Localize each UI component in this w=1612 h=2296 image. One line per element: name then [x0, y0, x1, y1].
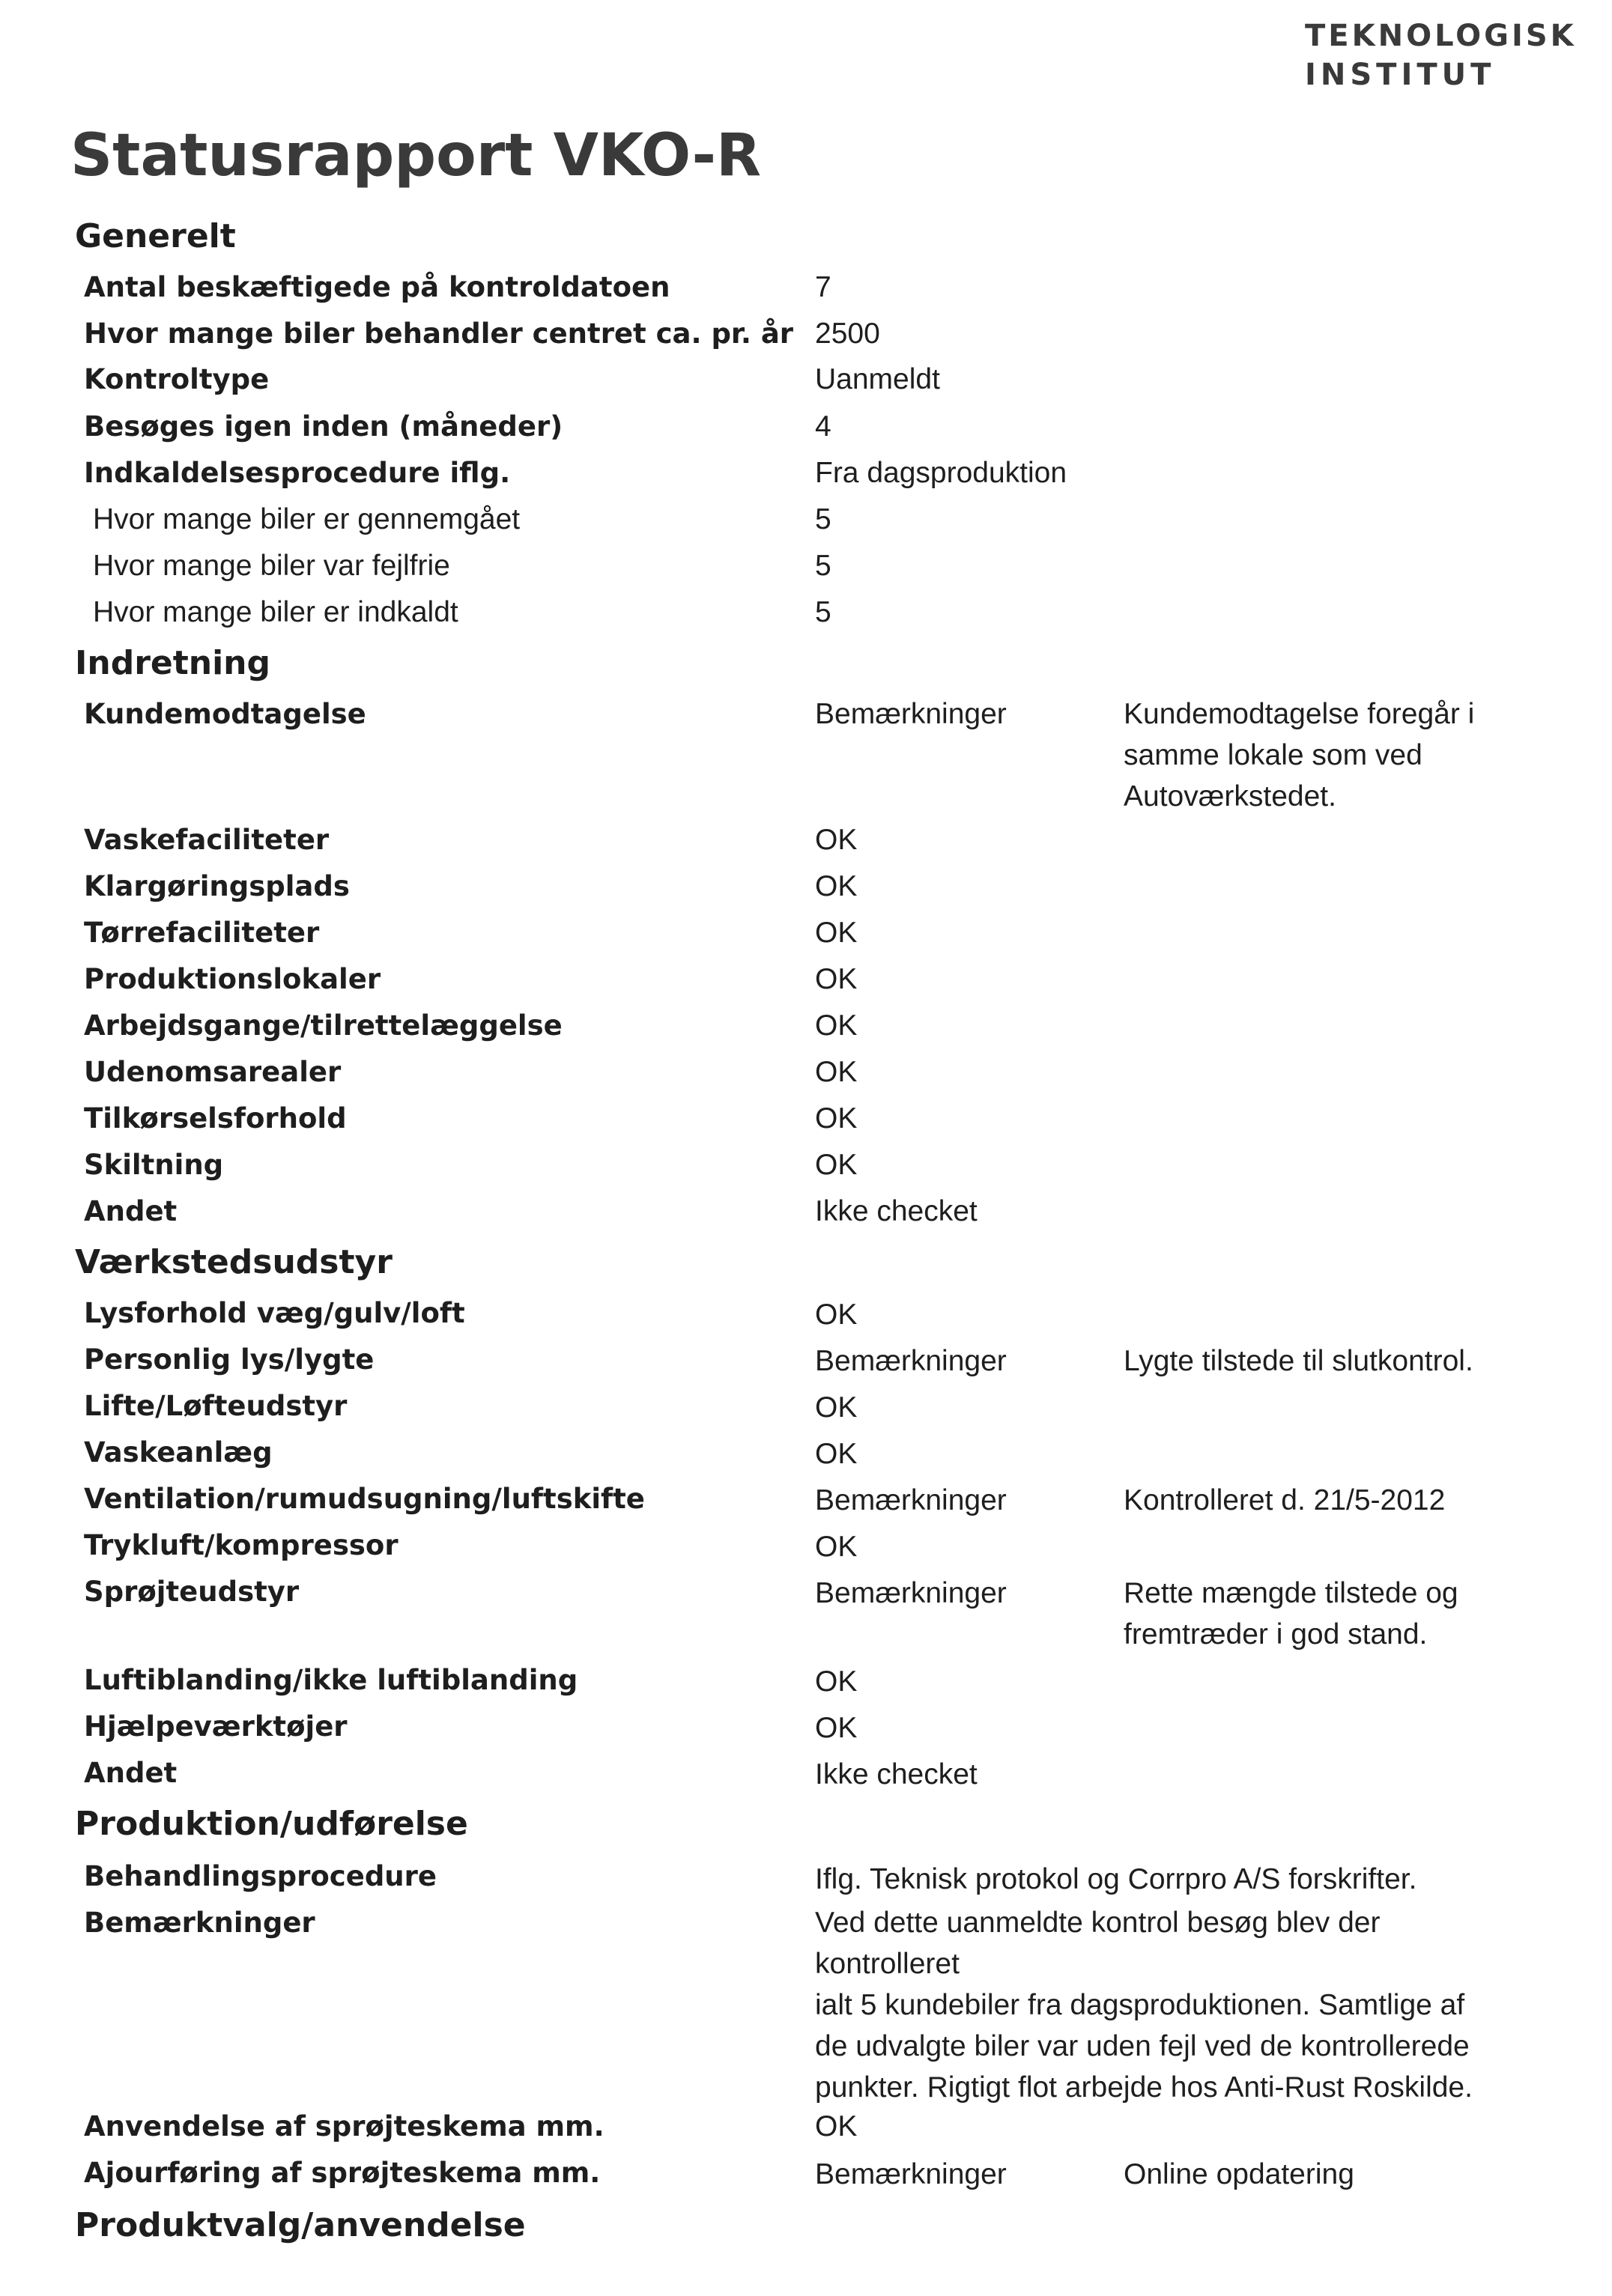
- row-label: Tilkørselsforhold: [84, 1102, 347, 1135]
- row-label: Sprøjteudstyr: [84, 1576, 300, 1608]
- row-label: Vaskefaciliteter: [84, 824, 330, 856]
- row-value: Ikke checket: [815, 1758, 978, 1791]
- section-heading-generelt: Generelt: [75, 217, 236, 255]
- row-label: Hvor mange biler er indkaldt: [93, 596, 458, 628]
- paragraph-line: ialt 5 kundebiler fra dagsproduktionen. Samtlige af: [815, 1989, 1465, 2021]
- row-label: Udenomsarealer: [84, 1056, 342, 1088]
- note-line: samme lokale som ved: [1124, 739, 1422, 771]
- row-note: Online opdatering: [1124, 2158, 1354, 2190]
- row-value: OK: [815, 1299, 858, 1331]
- row-value: OK: [815, 1102, 858, 1135]
- row-value: OK: [815, 824, 858, 856]
- row-label: Ventilation/rumudsugning/luftskifte: [84, 1483, 645, 1515]
- section-heading-produktvalg: Produktvalg/anvendelse: [75, 2206, 526, 2244]
- row-label: Produktionslokaler: [84, 963, 381, 995]
- row-value: 2500: [815, 318, 880, 350]
- row-value: OK: [815, 1056, 858, 1088]
- row-note: [1124, 1573, 1543, 1655]
- row-value: Fra dagsproduktion: [815, 457, 1067, 489]
- row-value: OK: [815, 1391, 858, 1424]
- row-label: Besøges igen inden (måneder): [84, 410, 563, 443]
- row-label: Hvor mange biler behandler centret ca. pr. år: [84, 318, 794, 350]
- row-value: OK: [815, 917, 858, 949]
- row-label: Anvendelse af sprøjteskema mm.: [84, 2110, 604, 2142]
- row-value: 5: [815, 503, 831, 535]
- row-value: 7: [815, 271, 831, 303]
- section-heading-indretning: Indretning: [75, 644, 270, 682]
- paragraph-line: de udvalgte biler var uden fejl ved de kontrollerede: [815, 2030, 1470, 2062]
- row-label: Behandlingsprocedure: [84, 1860, 437, 1892]
- row-label: Hvor mange biler er gennemgået: [93, 503, 521, 535]
- row-label: Andet: [84, 1757, 178, 1789]
- row-label: Luftiblanding/ikke luftiblanding: [84, 1664, 578, 1696]
- row-label: Indkaldelsesprocedure iflg.: [84, 457, 511, 489]
- row-value: Bemærkninger: [815, 1577, 1007, 1609]
- row-label: Lysforhold væg/gulv/loft: [84, 1297, 465, 1329]
- row-label: Tørrefaciliteter: [84, 917, 320, 949]
- row-value: Bemærkninger: [815, 2158, 1007, 2190]
- row-label: Bemærkninger: [84, 1907, 315, 1939]
- row-value: Iflg. Teknisk protokol og Corrpro A/S forskrifter.: [815, 1863, 1417, 1895]
- row-value: Bemærkninger: [815, 1484, 1007, 1516]
- row-label: Arbejdsgange/tilrettelæggelse: [84, 1009, 563, 1042]
- row-value: Uanmeldt: [815, 363, 940, 395]
- row-value: OK: [815, 870, 858, 902]
- row-label: Trykluft/kompressor: [84, 1529, 399, 1561]
- row-label: Skiltning: [84, 1149, 224, 1181]
- paragraph-line: Ved dette uanmeldte kontrol besøg blev der: [815, 1907, 1381, 1939]
- row-value: OK: [815, 1665, 858, 1698]
- note-line: Lygte tilstede til slutkontrol.: [1124, 1345, 1473, 1377]
- row-value: Ikke checket: [815, 1195, 978, 1227]
- row-value: OK: [815, 2110, 858, 2142]
- row-label: Kontroltype: [84, 363, 270, 395]
- logo-line-1: TEKNOLOGISK: [1305, 19, 1577, 53]
- note-line: Autoværkstedet.: [1124, 780, 1336, 813]
- row-value: 5: [815, 596, 831, 628]
- row-value: 4: [815, 410, 831, 443]
- section-heading-vaerkstedsudstyr: Værkstedsudstyr: [75, 1243, 393, 1281]
- row-label: Ajourføring af sprøjteskema mm.: [84, 2157, 601, 2189]
- row-label: Kundemodtagelse: [84, 698, 366, 730]
- section-heading-produktion: Produktion/udførelse: [75, 1805, 468, 1843]
- note-line: Kundemodtagelse foregår i: [1124, 698, 1475, 730]
- note-line: Kontrolleret d. 21/5-2012: [1124, 1484, 1446, 1516]
- row-label: Lifte/Løfteudstyr: [84, 1390, 348, 1422]
- row-value: OK: [815, 1009, 858, 1042]
- logo-line-2: INSTITUT: [1305, 58, 1496, 92]
- row-note: [1124, 1480, 1543, 1521]
- paragraph-line: punkter. Rigtigt flot arbejde hos Anti-Rust Roskilde.: [815, 2071, 1473, 2104]
- row-value: OK: [815, 1149, 858, 1181]
- row-value: 5: [815, 550, 831, 582]
- note-line: fremtræder i god stand.: [1124, 1618, 1428, 1650]
- row-value: OK: [815, 1438, 858, 1470]
- row-label: Hjælpeværktøjer: [84, 1710, 348, 1743]
- row-label: Andet: [84, 1195, 178, 1227]
- remarks-paragraph: [815, 1902, 1527, 2108]
- row-value: Bemærkninger: [815, 1345, 1007, 1377]
- row-value: OK: [815, 1531, 858, 1563]
- institute-logo: [1305, 16, 1577, 94]
- row-note: [1124, 693, 1543, 817]
- row-label: Personlig lys/lygte: [84, 1343, 375, 1376]
- row-label: Klargøringsplads: [84, 870, 350, 902]
- row-value: OK: [815, 1712, 858, 1744]
- row-label: Hvor mange biler var fejlfrie: [93, 550, 450, 582]
- row-note: [1124, 1340, 1543, 1382]
- row-value: OK: [815, 963, 858, 995]
- row-label: Antal beskæftigede på kontroldatoen: [84, 271, 670, 303]
- paragraph-line: kontrolleret: [815, 1948, 960, 1980]
- row-label: Vaskeanlæg: [84, 1436, 273, 1469]
- note-line: Rette mængde tilstede og: [1124, 1577, 1458, 1609]
- page-title: Statusrapport VKO-R: [70, 122, 762, 189]
- row-value: Bemærkninger: [815, 698, 1007, 730]
